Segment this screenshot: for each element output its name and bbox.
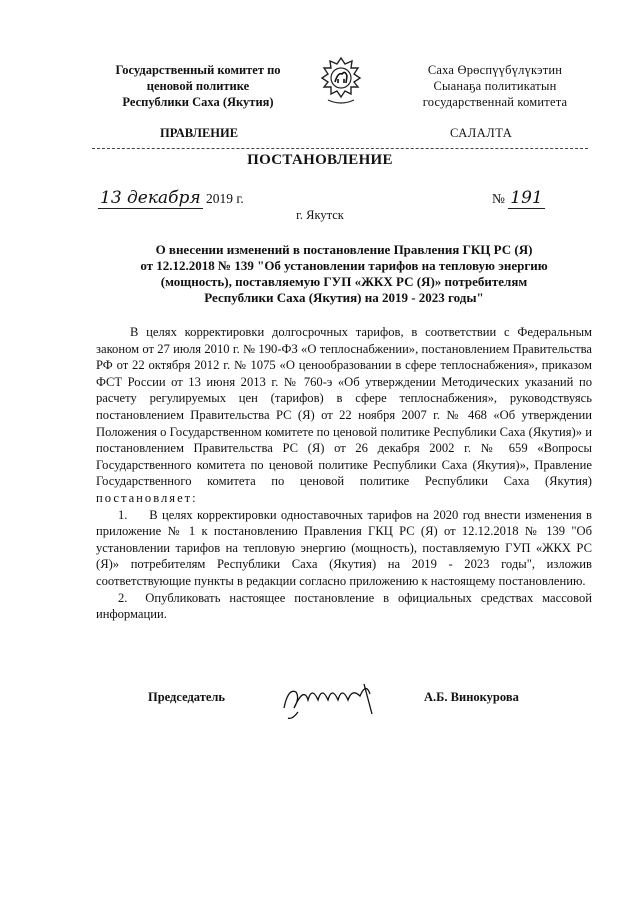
header-left-line: ценовой политике (146, 79, 250, 93)
coat-of-arms-icon (318, 56, 364, 108)
header-right-line: Сыанаҕа политикатын (433, 79, 557, 93)
number-prefix: № (492, 191, 505, 206)
item-1 (96, 507, 592, 590)
handwritten-date: 13 декабря (100, 188, 201, 208)
header-right-line: государственнай комитета (422, 95, 568, 109)
preamble-paragraph (96, 324, 592, 507)
header-left-line: Государственный комитет по (115, 63, 281, 77)
item-2-number: 2. (118, 590, 128, 605)
item-2-text: Опубликовать настоящее постановление в официальных средствах массовой информации. (96, 590, 592, 622)
subject-line: (мощность), поставляемую ГУП «ЖКХ РС (Я)» потребителям (160, 274, 528, 289)
header-right-organization (395, 62, 595, 110)
department-label-left: ПРАВЛЕНИЕ (160, 126, 239, 140)
handwritten-number: 191 (510, 188, 543, 208)
item-2 (96, 590, 592, 623)
signature-block (0, 686, 640, 726)
document-number (492, 188, 545, 208)
item-1-number: 1. (118, 507, 128, 522)
document-date (98, 188, 244, 208)
header-left-line: Республики Саха (Якутия) (122, 95, 274, 109)
header-right-line: Саха Өрөспүүбүлүкэтин (427, 63, 563, 77)
subject-line: Республики Саха (Якутия) на 2019 - 2023 годы" (204, 290, 484, 305)
header-left-organization (98, 62, 298, 110)
subject-line: О внесении изменений в постановление Правления ГКЦ РС (Я) (155, 242, 533, 257)
handwritten-signature-icon (278, 678, 398, 722)
document-title: ПОСТАНОВЛЕНИЕ (247, 152, 393, 168)
header-divider (92, 148, 588, 149)
document-city: г. Якутск (296, 208, 344, 222)
resolves-text: постановляет: (96, 490, 198, 505)
subject-line: от 12.12.2018 № 139 "Об установлении тарифов на тепловую энергию (140, 258, 548, 273)
date-year: 2019 г. (206, 191, 244, 206)
department-label-right: САЛАЛТА (450, 126, 513, 140)
document-subject (96, 242, 592, 306)
signatory-title: Председатель (148, 690, 226, 704)
document-body (96, 324, 592, 623)
item-1-text: В целях корректировки одноставочных тарифов на 2020 год внести изменения в приложение № 1 к постановлению Правления ГКЦ РС (Я) от 12.12.2018 № 139 "Об установлении тарифов на тепловую энергию (мощность), поставляемую ГУП «ЖКХ РС (Я)» потребителям Республики Саха (Якутия) на 2019 - 2023 годы", изложив соответствующие пункты в редакции согласно приложению к настоящему постановлению. (96, 507, 592, 588)
preamble-text: В целях корректировки долгосрочных тарифов, в соответствии с Федеральным законом от 27 июля 2010 г. № 190-ФЗ «О теплоснабжении», постановлением Правительства РФ от 22 октября 2012 г. № 1075 «О ценообразовании в сфере теплоснабжения», приказом ФСТ России от 13 июня 2013 г. № 760-э «Об утверждении Методических указаний по расчету регулируемых цен (тарифов) в сфере теплоснабжения», руководствуясь постановлением Правительства РС (Я) от 22 ноября 2007 г. № 468 «Об утверждении Положения о Государственном комитете по ценовой политике Республики Саха (Якутия)» и постановлением Правительства РС (Я) от 26 декабря 2002 г. № 659 «Вопросы Государственного комитета по ценовой политике Республики Саха (Якутия)», Правление Государственного комитета по ценовой политике Республики Саха (Якутия) (96, 325, 592, 489)
signatory-name: А.Б. Винокурова (424, 690, 519, 704)
